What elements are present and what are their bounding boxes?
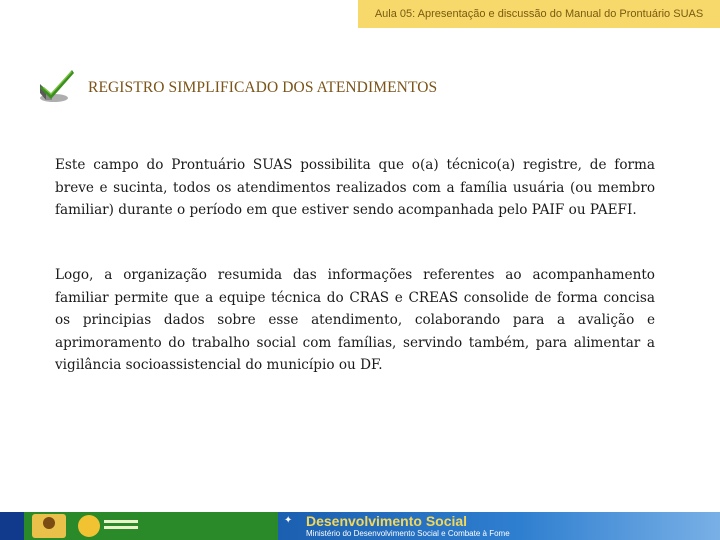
header-banner [358,0,720,28]
section-title: REGISTRO SIMPLIFICADO DOS ATENDIMENTOS [88,79,438,96]
banner-text: Aula 05: Apresentação e discussão do Manual do Prontuário SUAS [374,8,704,20]
star-icon: ✦ [284,515,293,526]
paragraph-1: Este campo do Prontuário SUAS possibilita que o(a) técnico(a) registre, de forma breve e sucinta, todos os atendimentos realizados com a família usuária (ou membro familiar) durante o período em que estiver sendo acompanhada pelo PAIF ou PAEFI. [55,157,655,218]
paragraph-2: Logo, a organização resumida das informações referentes ao acompanhamento familiar permite que a equipe técnica do CRAS e CREAS consolide de forma concisa os principias dados sobre esse atendimento, colaborando para a avalição e aprimoramento do trabalho social com famílias, servindo também, para alimentar a vigilância socioassistencial do município ou DF. [55,267,655,373]
ministry-title: Desenvolvimento Social [306,513,468,529]
program-logo-text [104,520,138,532]
checkmark-icon [36,66,76,106]
footer-blue-strip [0,512,24,540]
program-logo [78,515,100,537]
suas-seal-logo [32,514,66,538]
ministry-subtitle: Ministério do Desenvolvimento Social e Combate à Fome [306,529,510,538]
